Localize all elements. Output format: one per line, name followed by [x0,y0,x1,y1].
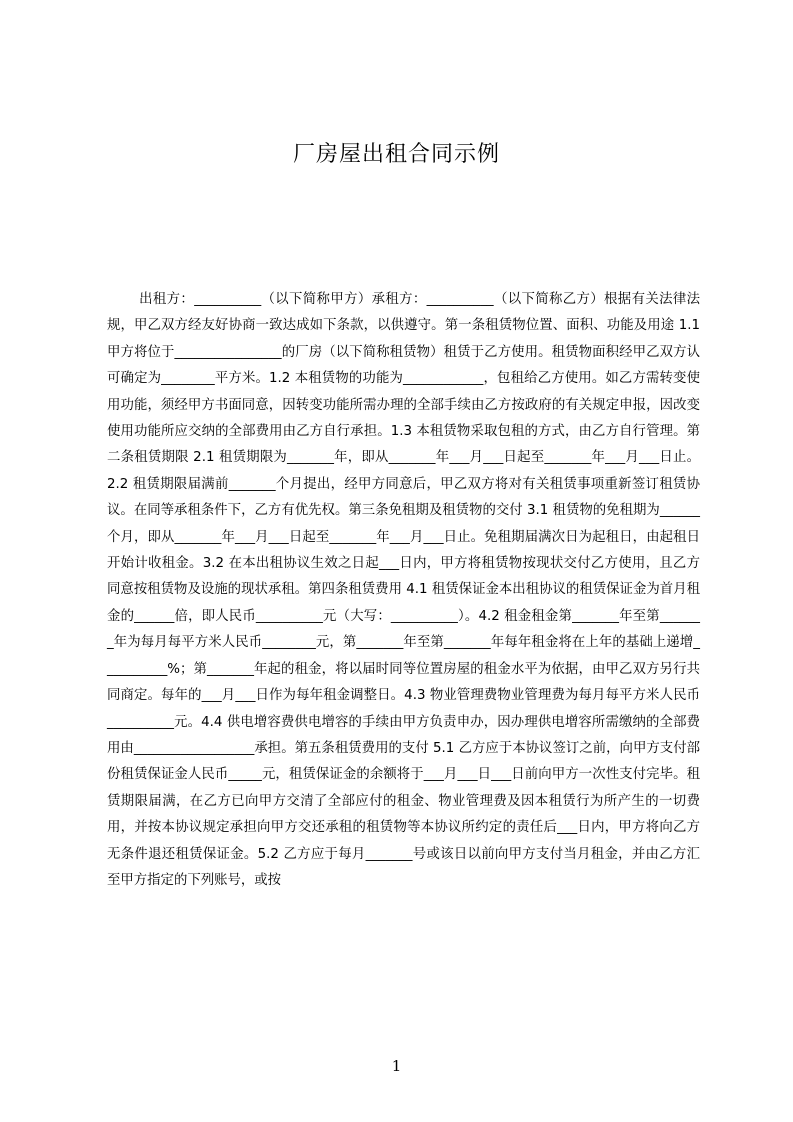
page-number: 1 [391,1057,402,1075]
contract-body-paragraph: 出租方：__________（以下简称甲方）承租方：__________（以下简称乙方）根据有关法律法规，甲乙双方经友好协商一致达成如下条款，以供遵守。第一条租赁物位置、面积、功能及用途 1.1 甲方将位于________________的厂房（以下简称租赁物）租赁于乙方使用。租赁物面积经甲乙双方认可确定为________平方米。1.2 本租赁物的功能为____________，包租给乙方使用。如乙方需转变使用功能，须经甲方书面同意，因转变功能所需办理的全部手续由乙方按政府的有关规定申报，因改变使用功能所应交纳的全部费用由乙方自行承担。1.3 本租赁物采取包租的方式，由乙方自行管理。第二条租赁期限 2.1 租赁期限为_______年，即从_______年___月___日起至_______年___月___日止。2.2 租赁期限届满前_______个月提出，经甲方同意后，甲乙双方将对有关租赁事项重新签订租赁协议。在同等承租条件下，乙方有优先权。第三条免租期及租赁物的交付 3.1 租赁物的免租期为______个月，即从_______年___月___日起至_______年___月___日止。免租期届满次日为起租日，由起租日开始计收租金。3.2 在本出租协议生效之日起___日内，甲方将租赁物按现状交付乙方使用，且乙方同意按租赁物及设施的现状承租。第四条租赁费用 4.1 租赁保证金本出租协议的租赁保证金为首月租金的______倍，即人民币__________元（大写：__________）。4.2 租金租金第_______年至第_______年为每月每平方米人民币________元，第_______年至第_______年每年租金将在上年的基础上递增__________%；第_______年起的租金，将以届时同等位置房屋的租金水平为依据，由甲乙双方另行共同商定。每年的___月___日作为每年租金调整日。4.3 物业管理费物业管理费为每月每平方米人民币__________元。4.4 供电增容费供电增容的手续由甲方负责申办，因办理供电增容所需缴纳的全部费用由__________________承担。第五条租赁费用的支付 5.1 乙方应于本协议签订之前，向甲方支付部份租赁保证金人民币_____元，租赁保证金的余额将于___月___日___日前向甲方一次性支付完毕。租赁期限届满，在乙方已向甲方交清了全部应付的租金、物业管理费及因本租赁行为所产生的一切费用，并按本协议规定承担向甲方交还承租的租赁物等本协议所约定的责任后___日内，甲方将向乙方无条件退还租赁保证金。5.2 乙方应于每月_______号或该日以前向甲方支付当月租金，并由乙方汇至甲方指定的下列账号，或按 [107,292,700,888]
document-title: 厂房屋出租合同示例 [292,142,500,167]
